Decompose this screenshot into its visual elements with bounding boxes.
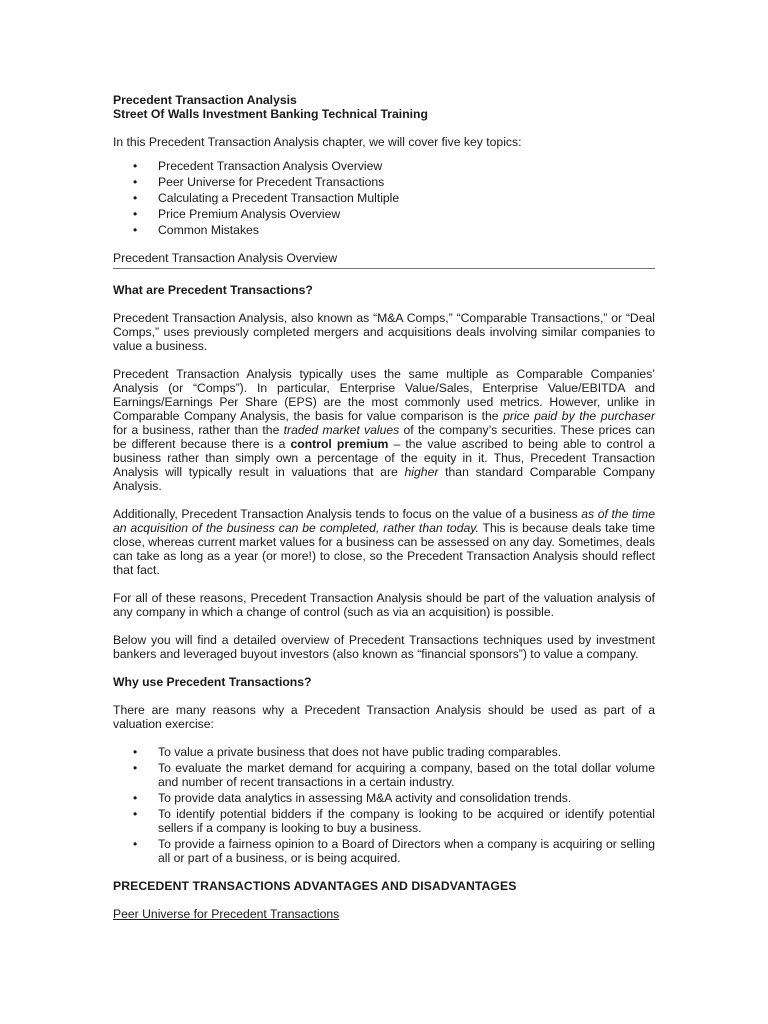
bullet-icon: •	[133, 761, 138, 775]
reason-label: To value a private business that does not have public trading comparables.	[158, 745, 562, 759]
list-item	[113, 207, 655, 221]
text-run: of the company’s securities. These prices can be different because there is a	[113, 423, 655, 451]
paragraph: Precedent Transaction Analysis, also known as “M&A Comps,” “Comparable Transactions,” or “Deal Comps,” uses previously completed mergers and acquisitions deals involving similar companies to value a business.	[113, 311, 655, 353]
topic-label: Common Mistakes	[158, 223, 259, 237]
paragraph: Below you will find a detailed overview of Precedent Transactions techniques used by investment bankers and leveraged buyout investors (also known as “financial sponsors”) to value a company.	[113, 633, 655, 661]
subheading-why-use: Why use Precedent Transactions?	[113, 675, 312, 689]
topic-label: Calculating a Precedent Transaction Multiple	[158, 191, 400, 205]
bullet-icon: •	[133, 191, 138, 205]
topic-label: Price Premium Analysis Overview	[158, 207, 341, 221]
bullet-icon: •	[133, 175, 138, 189]
list-item	[113, 745, 655, 759]
list-item	[113, 191, 655, 205]
list-item	[113, 223, 655, 237]
topics-list	[113, 159, 655, 237]
heading-advantages-disadvantages: PRECEDENT TRANSACTIONS ADVANTAGES AND DISADVANTAGES	[113, 879, 517, 893]
text-run: – the value ascribed to being able to control a business rather than simply own a percentage of the equity in it. Thus, Precedent Transaction Analysis will typically result in valuations that are	[113, 437, 655, 479]
list-item	[113, 159, 655, 173]
doc-subtitle: Street Of Walls Investment Banking Technical Training	[113, 107, 428, 121]
bullet-icon: •	[133, 223, 138, 237]
list-item	[113, 175, 655, 189]
list-item	[113, 837, 655, 865]
list-item	[113, 761, 655, 789]
paragraph	[113, 507, 655, 577]
bullet-icon: •	[133, 807, 138, 821]
reason-label: To provide data analytics in assessing M&A activity and consolidation trends.	[158, 791, 572, 805]
peer-universe-link[interactable]: Peer Universe for Precedent Transactions	[113, 907, 340, 921]
italic-run: price paid by the purchaser	[503, 409, 656, 423]
reasons-list	[113, 745, 655, 865]
topic-label: Peer Universe for Precedent Transactions	[158, 175, 385, 189]
bullet-icon: •	[133, 791, 138, 805]
bullet-icon: •	[133, 207, 138, 221]
reason-label: To provide a fairness opinion to a Board of Directors when a company is acquiring or selling all or part of a business, or is being acquired.	[158, 837, 655, 865]
intro-text: In this Precedent Transaction Analysis chapter, we will cover five key topics:	[113, 135, 522, 149]
italic-run: traded market values	[283, 423, 400, 437]
bold-run: control premium	[290, 437, 389, 451]
text-run: Precedent Transaction Analysis typically uses the same multiple as Comparable Companies’ Analysis (or “Comps”). In particular, Enterprise Value/Sales, Enterprise Value/EBITDA and Earnings/Earnings Per Share (EPS) are the most commonly used metrics. However, unlike in Comparable Company Analysis, the basis for value comparison is the	[113, 367, 655, 423]
topic-label: Precedent Transaction Analysis Overview	[158, 159, 383, 173]
bullet-icon: •	[133, 837, 138, 851]
text-run: for a business, rather than the	[113, 423, 284, 437]
reason-label: To evaluate the market demand for acquiring a company, based on the total dollar volume and number of recent transactions in a certain industry.	[158, 761, 655, 789]
italic-run: higher	[404, 465, 439, 479]
list-item	[113, 807, 655, 835]
bullet-icon: •	[133, 745, 138, 759]
section-heading-overview: Precedent Transaction Analysis Overview	[113, 251, 655, 269]
text-run: Additionally, Precedent Transaction Analysis tends to focus on the value of a business	[113, 507, 582, 521]
paragraph: There are many reasons why a Precedent Transaction Analysis should be used as part of a valuation exercise:	[113, 703, 655, 731]
italic-run: as of the time an acquisition of the business can be completed, rather than today.	[113, 507, 655, 535]
bullet-icon: •	[133, 159, 138, 173]
list-item	[113, 791, 655, 805]
text-run: than standard Comparable Company Analysis.	[113, 465, 655, 493]
paragraph	[113, 367, 655, 493]
subheading-what-are: What are Precedent Transactions?	[113, 283, 313, 297]
text-run: This is because deals take time close, whereas current market values for a business can be assessed on any day. Sometimes, deals can take as long as a year (or more!) to close, so the Precedent Transaction Analysis should reflect that fact.	[113, 521, 656, 577]
paragraph: For all of these reasons, Precedent Transaction Analysis should be part of the valuation analysis of any company in which a change of control (such as via an acquisition) is possible.	[113, 591, 655, 619]
doc-title: Precedent Transaction Analysis	[113, 93, 297, 107]
reason-label: To identify potential bidders if the company is looking to be acquired or identify potential sellers if a company is looking to buy a business.	[158, 807, 655, 835]
